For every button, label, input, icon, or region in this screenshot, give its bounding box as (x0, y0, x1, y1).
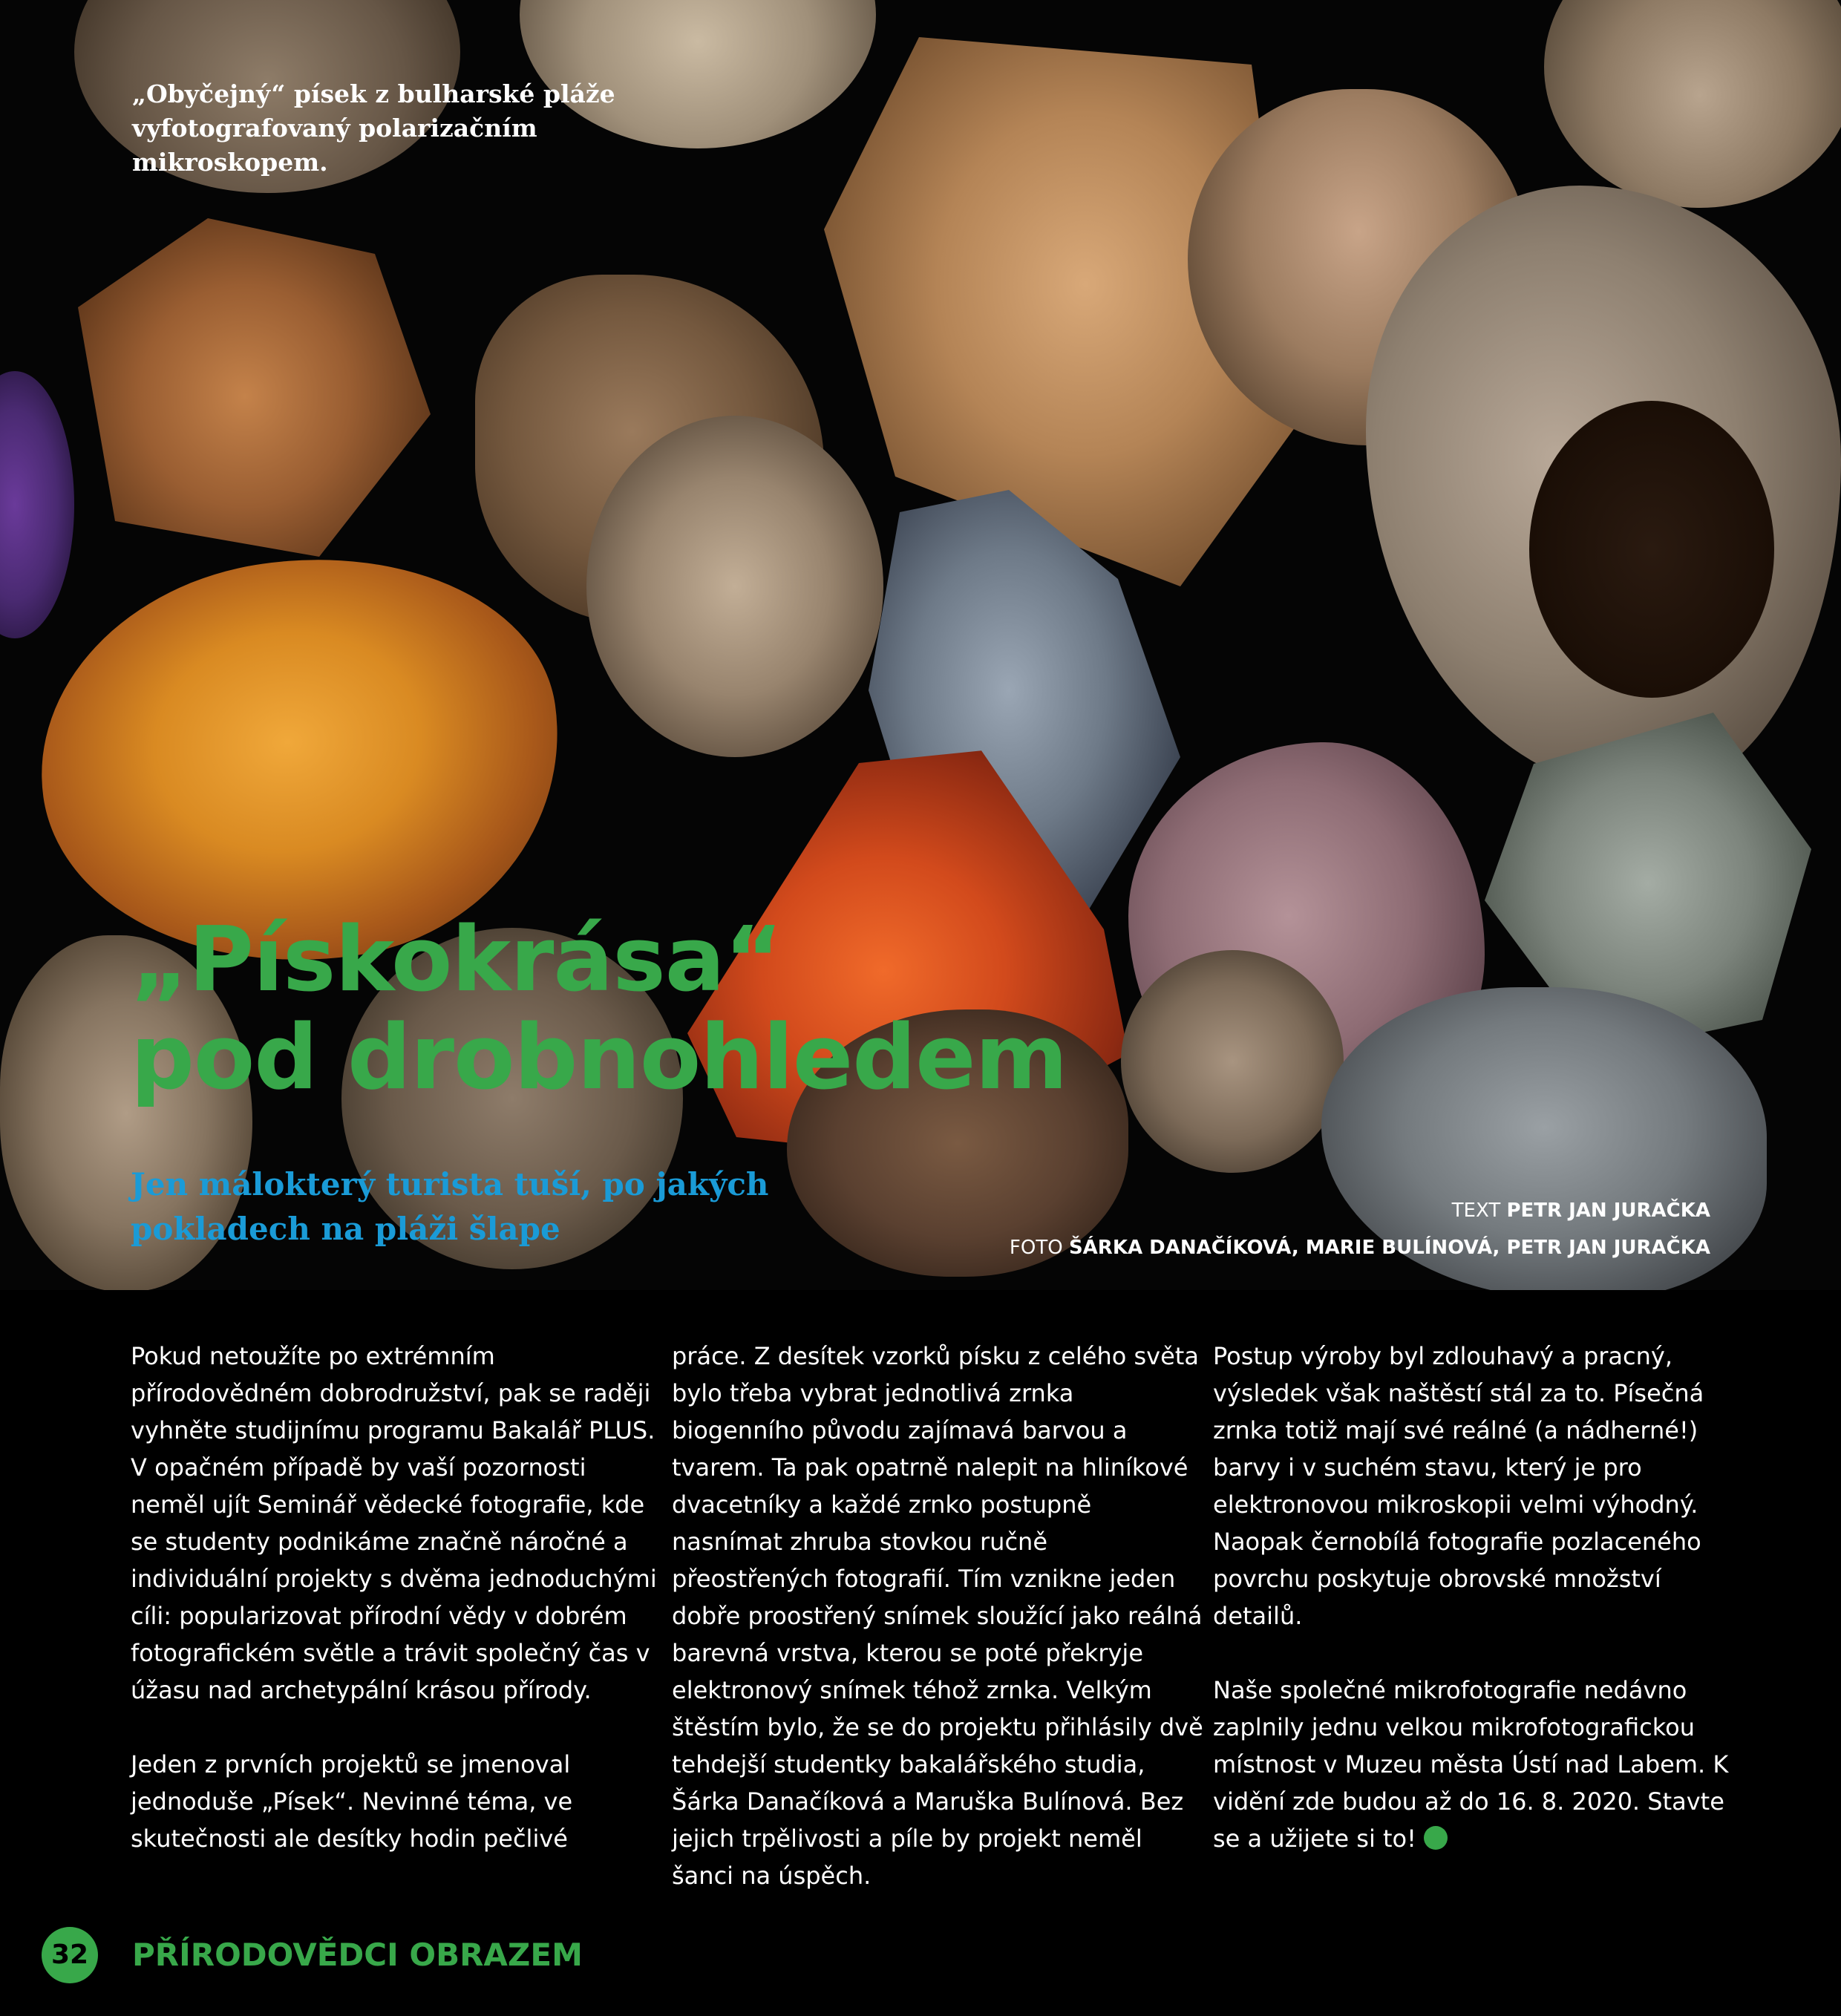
sand-grain (59, 200, 431, 557)
title-line-1: „Pískokrása“ (131, 909, 782, 1012)
article-title (131, 909, 1096, 1110)
paragraph: Postup výroby byl zdlouhavý a pracný, výsledek však naštěstí stál za to. Písečná zrnka totiž mají své reálné (a nádherné!) barvy i v suchém stavu, který je pro elektronovou mikroskopii velmi výhodný. Naopak černobílá fotografie pozlaceného povrchu poskytuje obrovské množství detailů. (1213, 1342, 1704, 1630)
text-credit (1010, 1192, 1710, 1229)
paragraph: Pokud netoužíte po extrémním přírodovědném dobrodružství, pak se raději vyhněte studijnímu programu Bakalář PLUS. V opačném případě by vaší pozornosti neměl ujít Seminář vědecké fotografie, kde se studenty podnikáme značně náročné a individuální projekty s dvěma jednoduchými cíli: popularizovat přírodní vědy v dobrém fotografickém světle a trávit společný čas v úžasu nad archetypální krásou přírody. (131, 1342, 657, 1704)
sand-grain (1544, 0, 1841, 208)
credits (1010, 1192, 1710, 1266)
section-name: PŘÍRODOVĚDCI OBRAZEM (132, 1937, 583, 1973)
sand-grain (586, 416, 883, 757)
text-column-3 (1213, 1338, 1747, 1894)
end-mark-icon (1424, 1826, 1448, 1850)
photo-credit-label: FOTO (1009, 1237, 1063, 1259)
paragraph-last (1213, 1672, 1747, 1857)
text-credit-author: PETR JAN JURAČKA (1506, 1200, 1710, 1222)
page-number: 32 (42, 1927, 98, 1983)
photo-caption: „Obyčejný“ písek z bulharské pláže vyfotografovaný polarizačním mikroskopem. (132, 79, 615, 177)
sand-grain (1121, 950, 1344, 1173)
text-column-1 (131, 1338, 665, 1894)
paragraph: práce. Z desítek vzorků písku z celého světa bylo třeba vybrat jednotlivá zrnka biogenního původu zajímavá barvou a tvarem. Ta pak opatrně nalepit na hliníkové dvacetníky a každé zrnko postupně nasnímat zhruba stovkou ručně přeostřených fotografií. Tím vznikne jeden dobře proostřený snímek sloužící jako reálná barevná vrstva, kterou se poté překryje elektronový snímek téhož zrnka. Velkým štěstím bylo, že se do projektu přihlásily dvě tehdejší studentky bakalářského studia, Šárka Danačíková a Maruška Bulínová. Bez jejich trpělivosti a píle by projekt neměl šanci na úspěch. (672, 1342, 1203, 1890)
text-credit-label: TEXT (1451, 1200, 1501, 1222)
sand-grain (0, 371, 74, 638)
photo-credit (1010, 1229, 1710, 1266)
paragraph: Jeden z prvních projektů se jmenoval jednoduše „Písek“. Nevinné téma, ve skutečnosti ale desítky hodin pečlivé (131, 1750, 573, 1853)
text-column-2 (672, 1338, 1206, 1931)
sand-grain (1529, 401, 1774, 698)
article-subtitle: Jen málokterý turista tuší, po jakých pokladech na pláži šlape (131, 1166, 769, 1247)
paragraph-text: Naše společné mikrofotografie nedávno zaplnily jednu velkou mikrofotografickou místnost v Muzeu města Ústí nad Labem. K vidění zde budou až do 16. 8. 2020. Stavte se a užijete si to! (1213, 1676, 1729, 1853)
title-line-2: pod drobnohledem (131, 1007, 1067, 1110)
photo-credit-authors: ŠÁRKA DANAČÍKOVÁ, MARIE BULÍNOVÁ, PETR JAN JURAČKA (1068, 1237, 1710, 1259)
